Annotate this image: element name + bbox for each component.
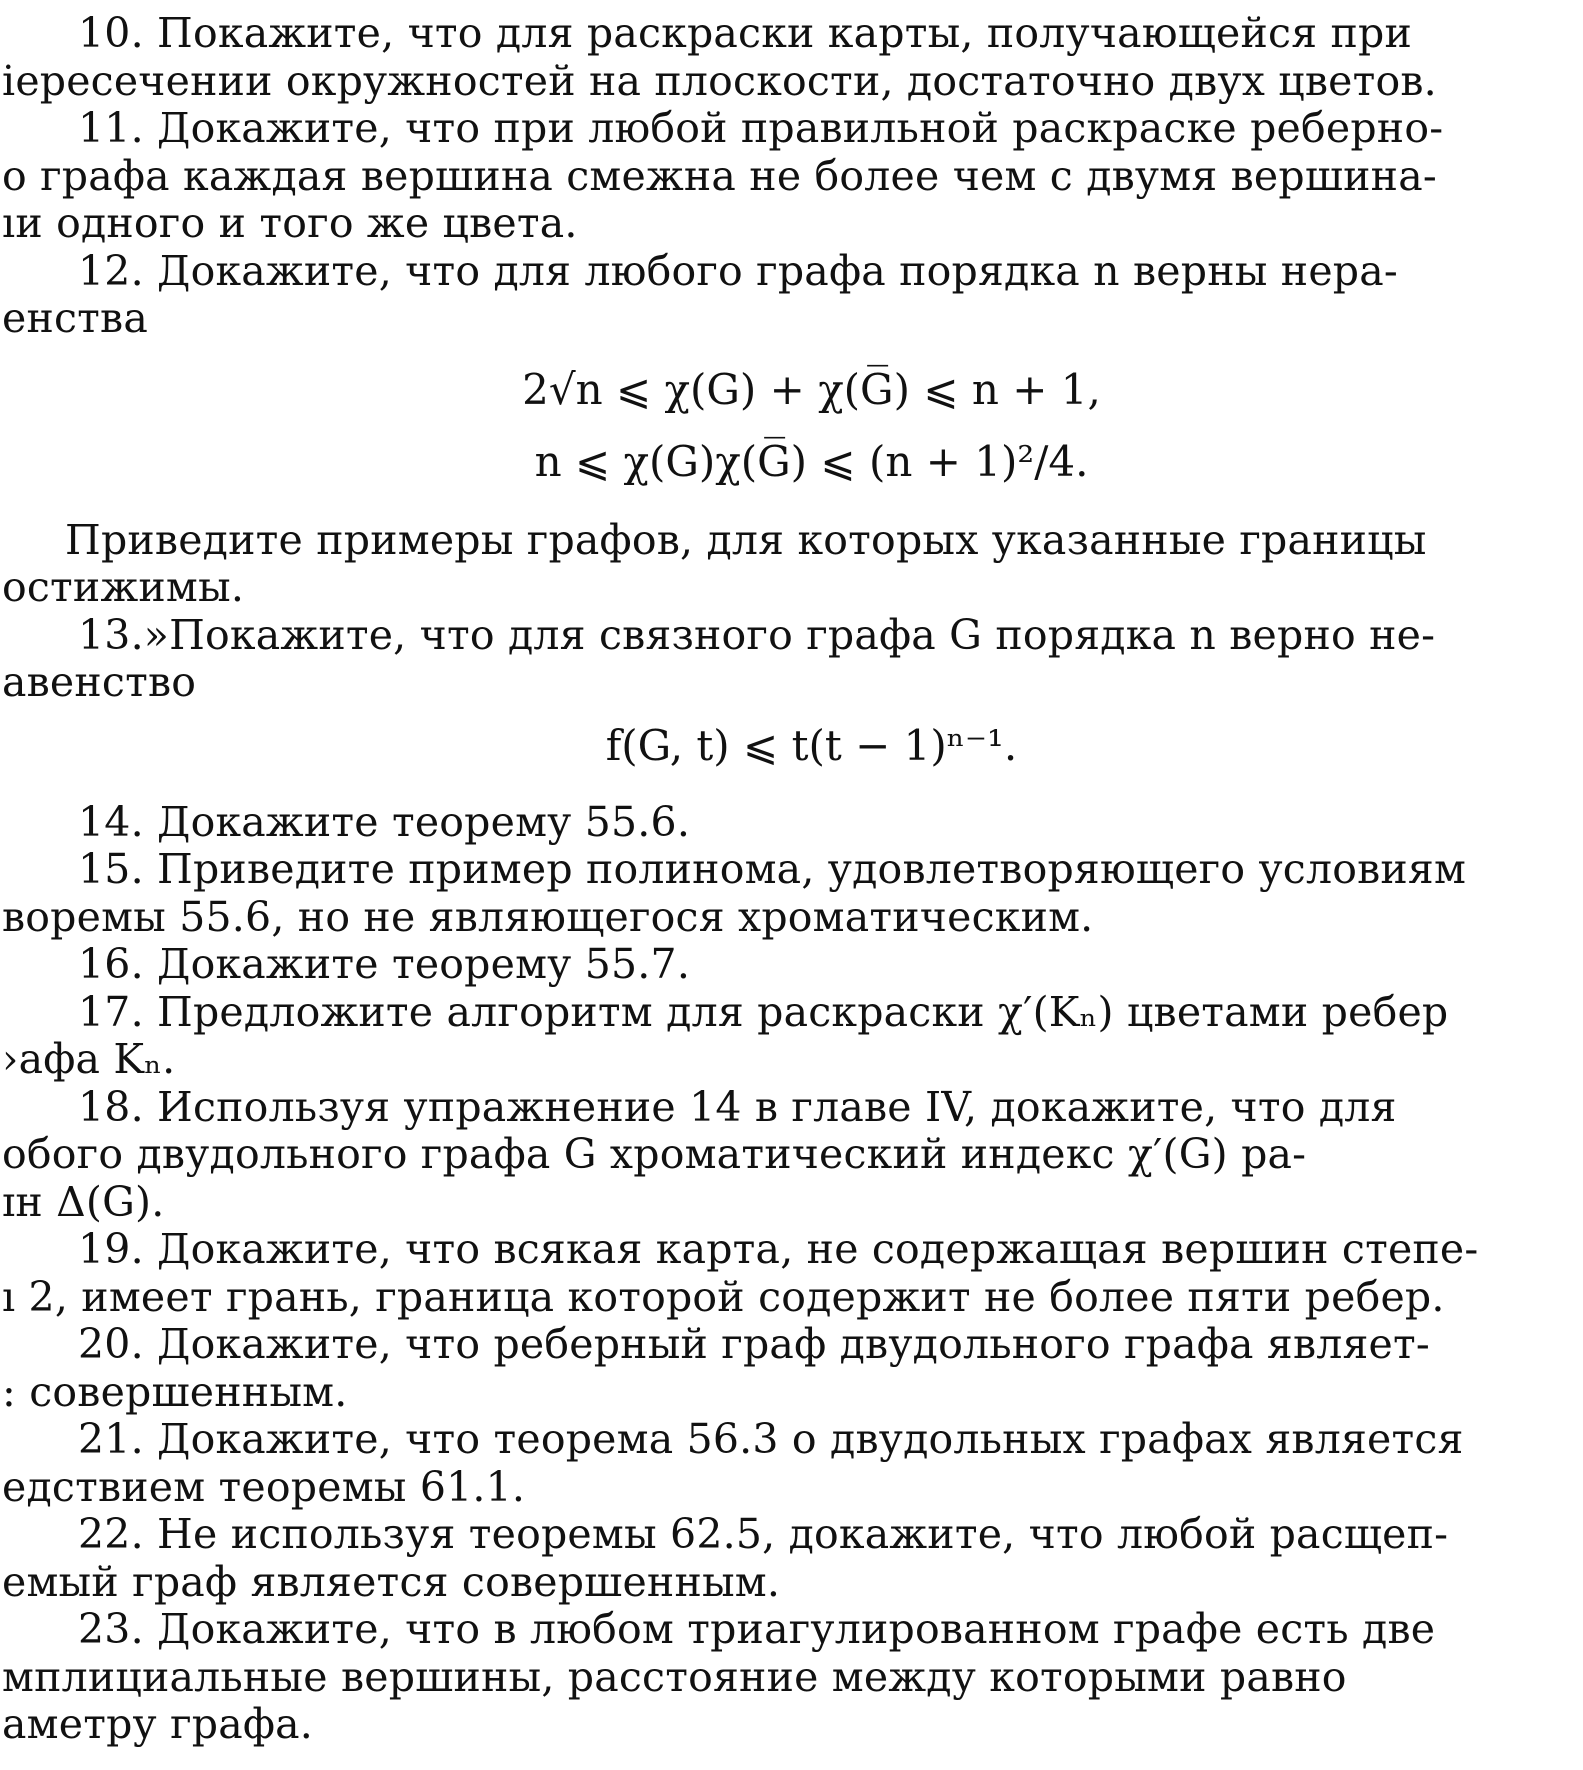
text-line: о графа каждая вершина смежна не более чем с двумя вершина- (2, 151, 1437, 200)
problem-17 (0, 989, 1523, 1084)
text-line: емый граф является совершенным. (2, 1557, 781, 1606)
text-line: 14. Докажите теорему 55.6. (78, 797, 691, 846)
problem-12-tail (0, 517, 1523, 612)
text-line: енства (2, 294, 148, 342)
problem-10 (0, 10, 1523, 105)
text-line: 19. Докажите, что всякая карта, не содержащая вершин степе- (78, 1225, 1479, 1273)
formula-12-product: n ⩽ χ(G)χ(G̅) ⩽ (n + 1)²/4. (534, 436, 1089, 486)
text-line: iересечении окружностей на плоскости, достаточно двух цветов. (2, 56, 1437, 105)
problem-16 (0, 941, 1523, 989)
problem-22 (0, 1511, 1523, 1606)
problem-20 (0, 1321, 1523, 1416)
text-line: едствием теоремы 61.1. (2, 1462, 526, 1511)
problem-18 (0, 1084, 1523, 1227)
problem-15 (0, 846, 1523, 941)
text-line: обого двудольного графа G хроматический индекс χ′(G) ра- (2, 1130, 1307, 1178)
problem-19 (0, 1226, 1523, 1321)
text-line: ›афа Kₙ. (2, 1035, 176, 1083)
formula-13: f(G, t) ⩽ t(t − 1)ⁿ⁻¹. (605, 720, 1018, 770)
text-line: : совершенным. (2, 1367, 348, 1416)
problem-14 (0, 799, 1523, 847)
text-line: аметру графа. (2, 1700, 314, 1748)
text-line: 15. Приведите пример полинома, удовлетворяющего условиям (78, 845, 1467, 893)
text-line: 11. Докажите, что при любой правильной раскраске реберно- (78, 104, 1444, 152)
text-line: Приведите примеры графов, для которых указанные границы (65, 515, 1427, 564)
text-line: 21. Докажите, что теорема 56.3 о двудольных графах является (78, 1415, 1464, 1463)
text-line: 16. Докажите теорему 55.7. (78, 940, 691, 988)
text-line: 13.»Покажите, что для связного графа G порядка n верно не- (78, 610, 1436, 659)
problem-13 (0, 612, 1523, 707)
problem-12 (0, 248, 1523, 343)
problem-21 (0, 1416, 1523, 1511)
problem-11 (0, 105, 1523, 248)
formula-12-sum: 2√n ⩽ χ(G) + χ(G̅) ⩽ n + 1, (522, 364, 1101, 414)
text-line: ɪн Δ(G). (2, 1177, 165, 1226)
text-line: ıи одного и того же цвета. (2, 199, 578, 247)
text-line: 17. Предложите алгоритм для раскраски χ′(Kₙ) цветами ребер (78, 987, 1449, 1036)
text-line: ворeмы 55.6, но не являющегося хроматическим. (2, 892, 1094, 941)
text-line: остижимы. (2, 563, 245, 611)
text-line: 12. Докажите, что для любого графа порядка n верны нера- (78, 246, 1398, 295)
text-line: 23. Докажите, что в любом триагулированном графе есть две (78, 1605, 1436, 1653)
text-line: мплициальные вершины, расстояние между которыми равно (2, 1652, 1347, 1701)
text-line: 22. Не используя теоремы 62.5, докажите, что любой расщеп- (78, 1510, 1449, 1558)
text-line: авенство (2, 658, 197, 706)
text-line: 20. Докажите, что реберный граф двудольного графа являет- (78, 1320, 1430, 1368)
text-line: ı 2, имеет грань, граница которой содержит не более пяти ребер. (2, 1272, 1445, 1321)
problem-23 (0, 1606, 1523, 1749)
text-line: 10. Покажите, что для раскраски карты, получающейся при (78, 9, 1412, 57)
text-line: 18. Используя упражнение 14 в главе IV, докажите, что для (78, 1082, 1397, 1131)
